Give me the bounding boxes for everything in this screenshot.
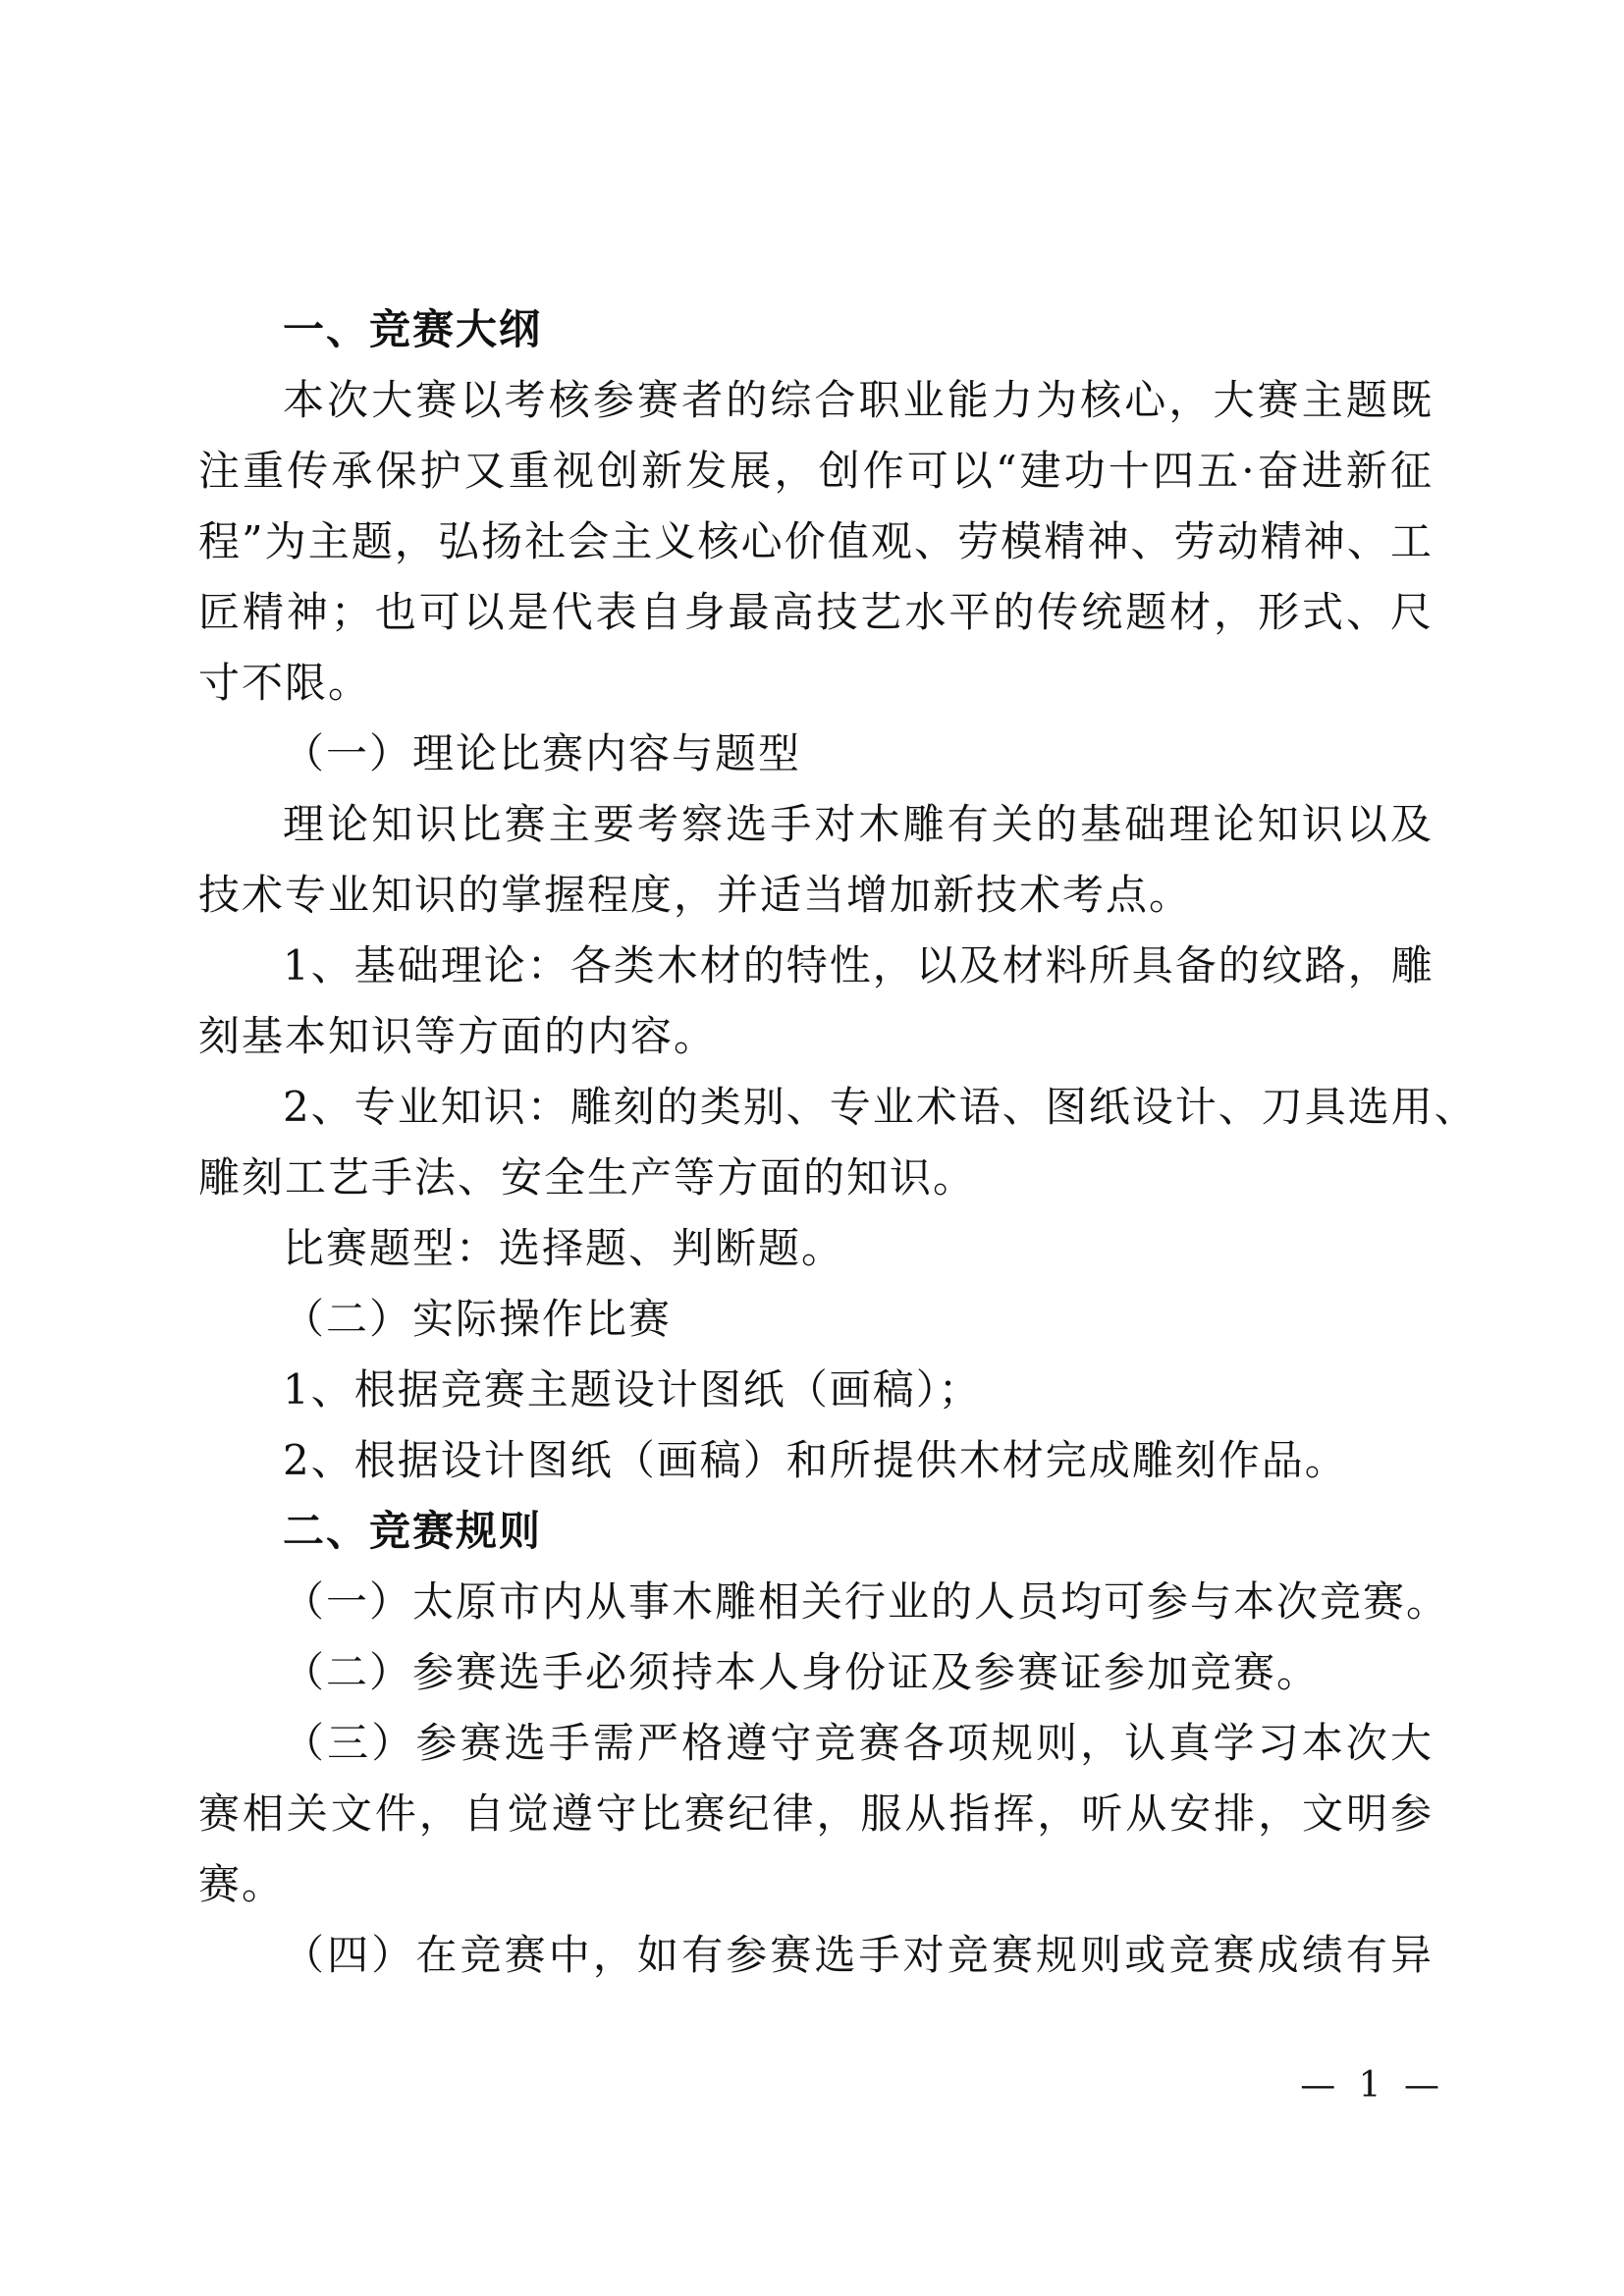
rule-item-line: 赛。	[198, 1860, 286, 1908]
paragraph-line: 匠精神；也可以是代表自身最高技艺水平的传统题材，形式、尺	[198, 588, 1434, 636]
paragraph-line: 本次大赛以考核参赛者的综合职业能力为核心，大赛主题既	[283, 376, 1434, 424]
paragraph-line: 程”为主题，弘扬社会主义核心价值观、劳模精神、劳动精神、工	[198, 517, 1434, 565]
paragraph-line: 1、根据竞赛主题设计图纸（画稿）；	[283, 1365, 982, 1414]
rule-item: （一）太原市内从事木雕相关行业的人员均可参与本次竞赛。	[283, 1577, 1450, 1626]
page-number: — 1 —	[1300, 2065, 1445, 2106]
paragraph-line: 2、根据设计图纸（画稿）和所提供木材完成雕刻作品。	[283, 1436, 1348, 1484]
paragraph-line: 比赛题型：选择题、判断题。	[283, 1224, 845, 1272]
paragraph-line: 注重传承保护又重视创新发展，创作可以“建功十四五·奋进新征	[198, 447, 1434, 495]
paragraph-line: 雕刻工艺手法、安全生产等方面的知识。	[198, 1153, 977, 1201]
document-body	[198, 294, 1478, 1991]
rule-item-line: 赛相关文件，自觉遵守比赛纪律，服从指挥，听从安排，文明参	[198, 1789, 1434, 1838]
subheading-theory: （一）理论比赛内容与题型	[283, 729, 802, 777]
paragraph-line: 刻基本知识等方面的内容。	[198, 1012, 718, 1060]
rule-item: （四）在竞赛中，如有参赛选手对竞赛规则或竞赛成绩有异	[283, 1931, 1434, 1979]
paragraph-line: 技术专业知识的掌握程度，并适当增加新技术考点。	[198, 871, 1193, 919]
section-heading-rules: 二、竞赛规则	[283, 1507, 543, 1555]
rule-item: （三）参赛选手需严格遵守竞赛各项规则，认真学习本次大	[283, 1719, 1434, 1767]
subheading-practical: （二）实际操作比赛	[283, 1295, 673, 1343]
paragraph-line: 1、基础理论：各类木材的特性，以及材料所具备的纹路，雕	[283, 941, 1435, 989]
paragraph-line: 寸不限。	[198, 659, 372, 707]
paragraph-line: 理论知识比赛主要考察选手对木雕有关的基础理论知识以及	[283, 800, 1434, 848]
paragraph-line: 2、专业知识：雕刻的类别、专业术语、图纸设计、刀具选用、	[283, 1083, 1478, 1131]
rule-item: （二）参赛选手必须持本人身份证及参赛证参加竞赛。	[283, 1648, 1321, 1696]
section-heading-outline: 一、竞赛大纲	[283, 305, 543, 353]
